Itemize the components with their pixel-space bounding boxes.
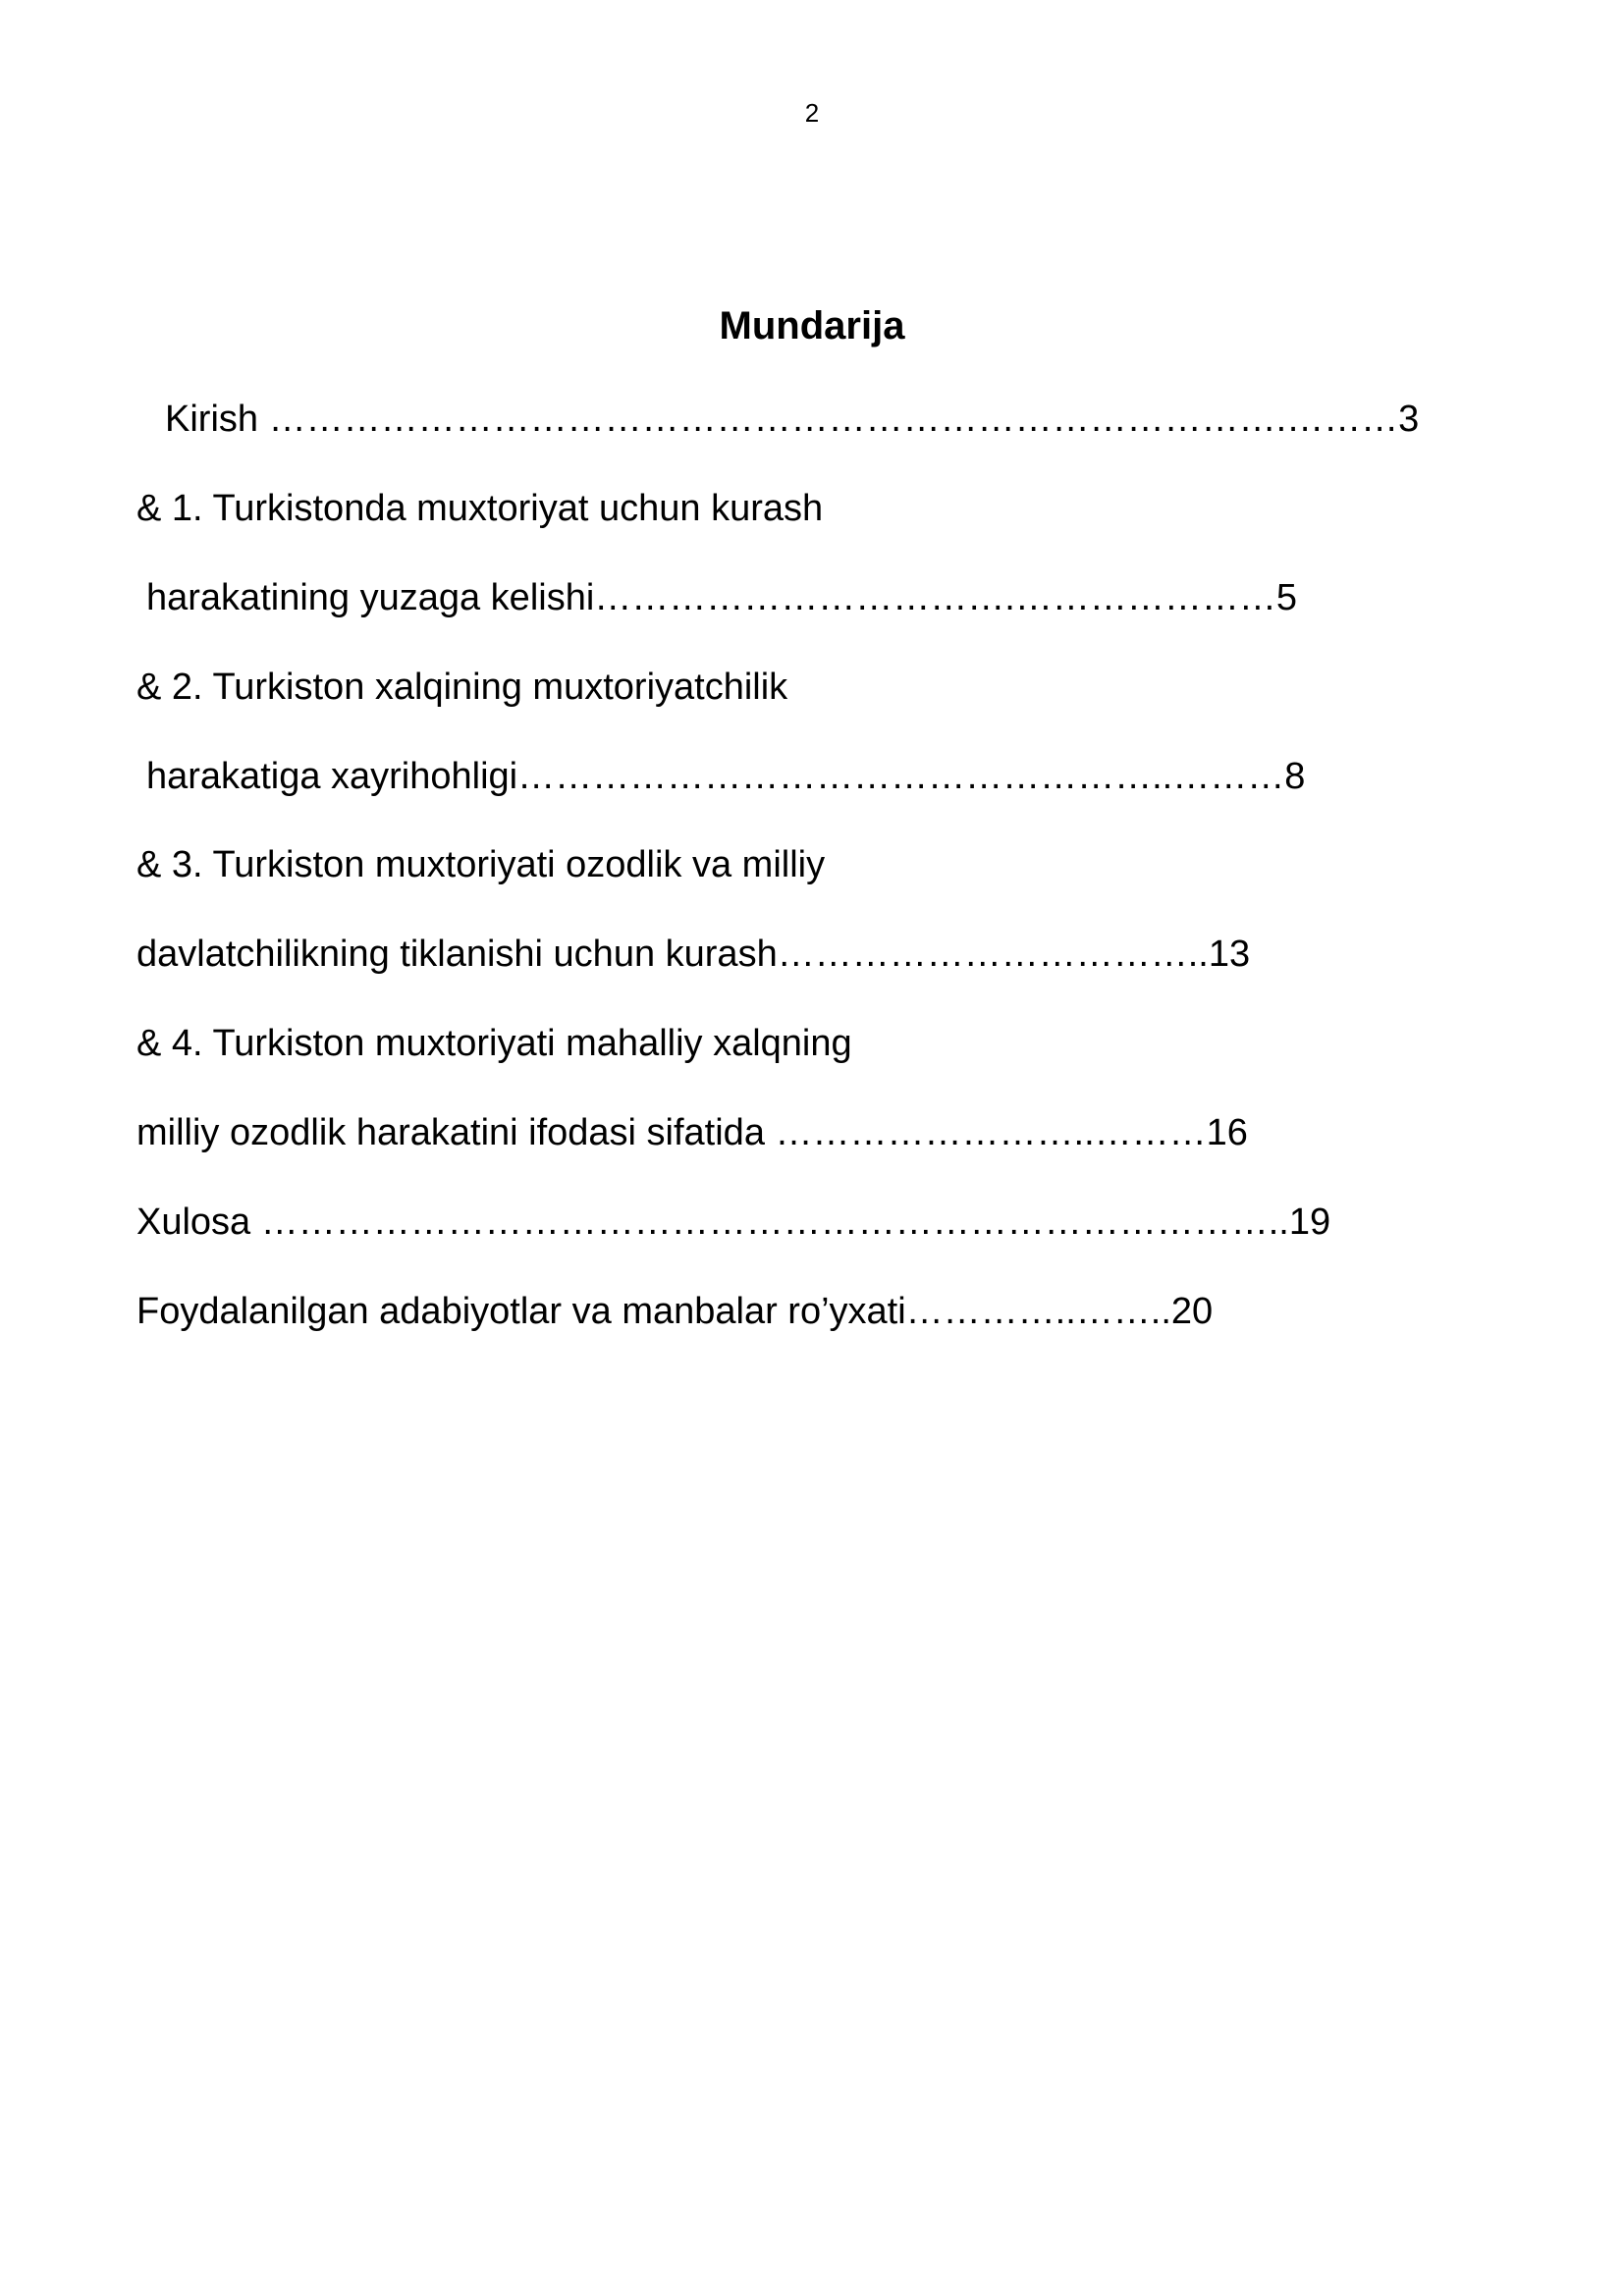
toc-entry-references: Foydalanilgan adabiyotlar va manbalar ro’yxati…………..……..20 bbox=[136, 1291, 1214, 1332]
toc-entry-4-line-2: milliy ozodlik harakatini ifodasi sifatida ……………………..………16 bbox=[136, 1112, 1248, 1153]
toc-entry-kirish: Kirish ……………………………………………………………………….………3 bbox=[165, 399, 1420, 440]
toc-entry-4-line-1: & 4. Turkiston muxtoriyati mahalliy xalqning bbox=[136, 1023, 852, 1064]
toc-entry-xulosa: Xulosa ………………………………………………………………………..19 bbox=[136, 1201, 1331, 1243]
toc-entry-1-line-2: harakatining yuzaga kelishi…………………………….…………………5 bbox=[146, 577, 1297, 618]
page-number: 2 bbox=[804, 98, 820, 128]
toc-entry-3-line-1: & 3. Turkiston muxtoriyati ozodlik va milliy bbox=[136, 844, 826, 885]
toc-title: Mundarija bbox=[719, 304, 905, 347]
toc-entry-1-line-1: & 1. Turkistonda muxtoriyat uchun kurash bbox=[136, 488, 824, 529]
toc-entry-2-line-1: & 2. Turkiston xalqining muxtoriyatchilik bbox=[136, 667, 788, 708]
toc-entry-3-line-2: davlatchilikning tiklanishi uchun kurash……………………………..13 bbox=[136, 934, 1251, 975]
toc-entry-2-line-2: harakatiga xayrihohligi……………………………………………..………8 bbox=[146, 756, 1306, 797]
